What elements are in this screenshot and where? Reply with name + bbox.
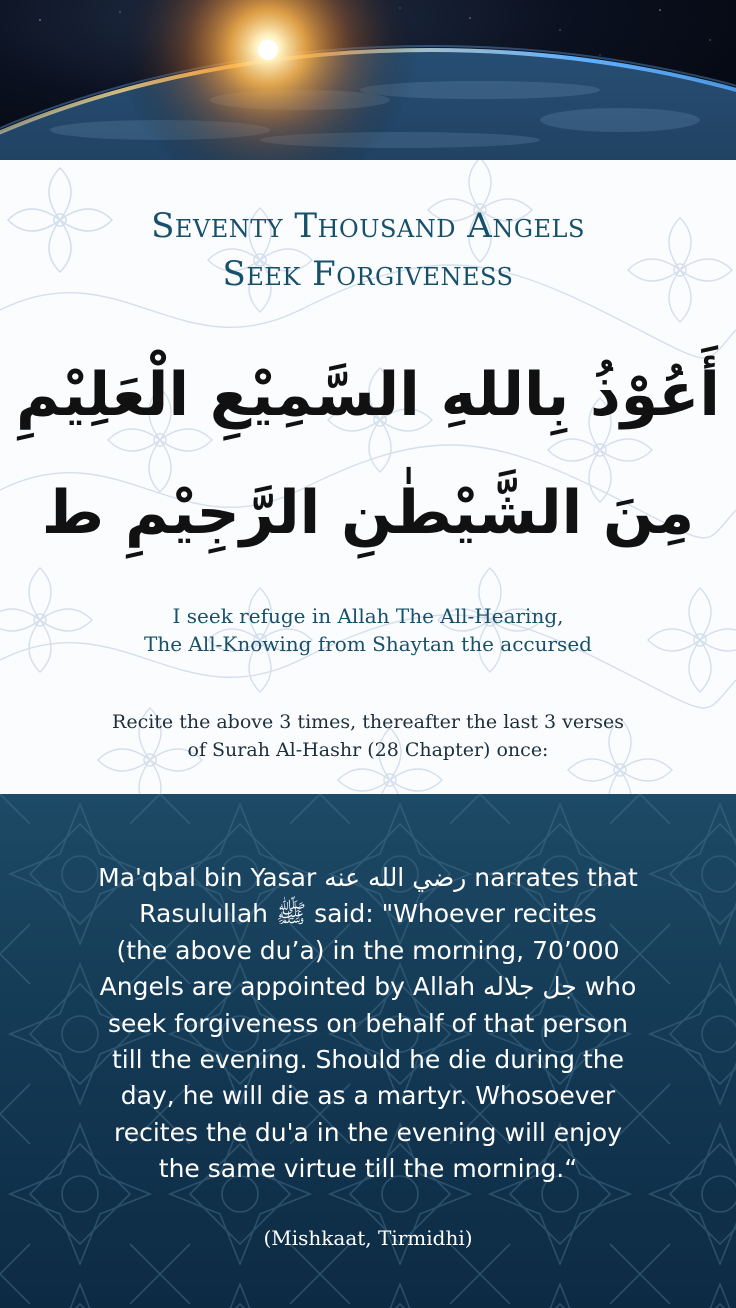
instruction-line-2: of Surah Al-Hashr (28 Chapter) once: — [187, 739, 549, 761]
dua-arabic-line-2: مِنَ الشَّيْطٰنِ الرَّجِيْمِ ط — [41, 478, 695, 548]
hadith-source: (Mishkaat, Tirmidhi) — [263, 1226, 473, 1250]
hadith-text — [0, 860, 736, 1188]
recitation-instruction — [0, 708, 736, 764]
title-line-2: Seek Forgiveness — [222, 254, 514, 294]
hadith-line: Rasulullah ﷺ said: "Whoever recites — [139, 899, 597, 929]
translation-line-2: The All-Knowing from Shaytan the accursed — [144, 632, 592, 656]
earth-sunrise-image — [0, 0, 736, 160]
earth-sunrise-banner — [0, 0, 736, 160]
hadith-line: Ma'qbal bin Yasar رضي الله عنه narrates that — [98, 863, 638, 892]
dua-section — [0, 160, 736, 794]
hadith-line: seek forgiveness on behalf of that person — [107, 1008, 628, 1038]
hadith-line: till the evening. Should he die during the — [111, 1045, 625, 1075]
hadith-section — [0, 794, 736, 1308]
hadith-line: recites the du'a in the evening will enjoy — [114, 1117, 622, 1147]
hadith-line: Angels are appointed by Allah جل جلاله who — [99, 972, 637, 1002]
hadith-line: day, he will die as a martyr. Whosoever — [120, 1081, 616, 1111]
translation-line-1: I seek refuge in Allah The All-Hearing, — [172, 604, 564, 628]
hadith-line: the same virtue till the morning.“ — [158, 1154, 578, 1184]
title-line-1: Seventy Thousand Angels — [151, 206, 585, 246]
dua-arabic-line-1: أَعُوْذُ بِاللهِ السَّمِيْعِ الْعَلِيْمِ — [16, 360, 720, 430]
page-title — [0, 202, 736, 298]
dua-translation — [0, 602, 736, 658]
instruction-line-1: Recite the above 3 times, thereafter the last 3 verses — [112, 711, 624, 733]
hadith-line: (the above du’a) in the morning, 70’000 — [116, 935, 620, 965]
